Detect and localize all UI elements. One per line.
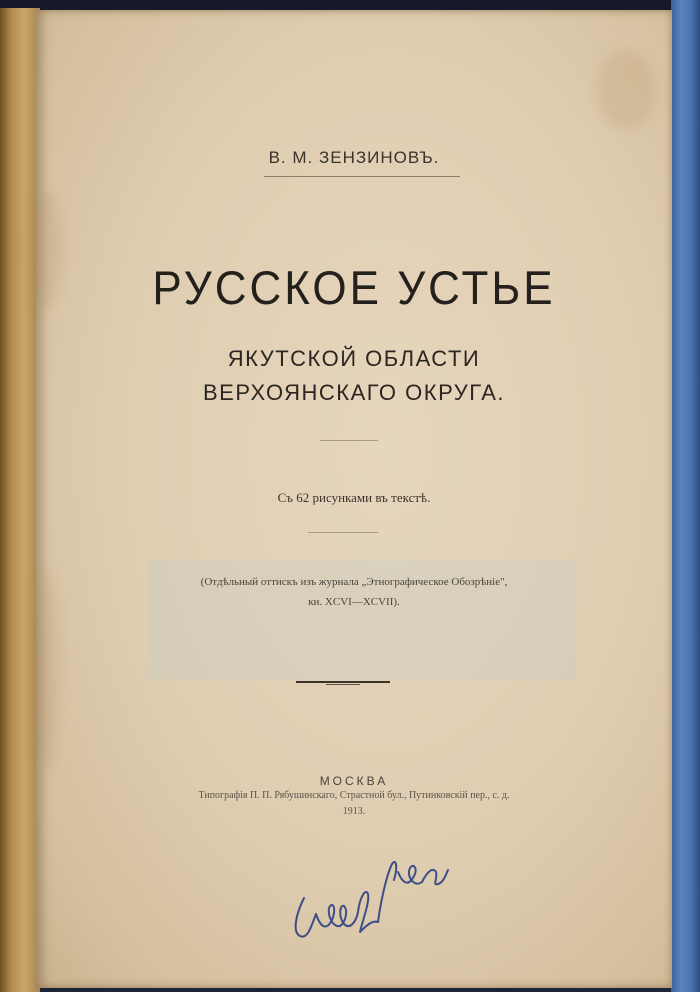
printer-imprint: Типографія П. П. Рябушинскаго, Страстной бул., Путинковскій пер., с. д.: [198, 790, 510, 801]
publication-city: МОСКВА: [319, 774, 389, 788]
title-page: [36, 10, 672, 988]
illustrations-note: Съ 62 рисунками въ текстѣ.: [277, 490, 431, 505]
divider-rule: [320, 440, 378, 441]
offprint-note-line-2: кн. XCVI—XCVII).: [308, 596, 400, 608]
book-title: РУССКОЕ УСТЬЕ: [152, 262, 556, 315]
divider-rule: [308, 532, 378, 533]
subtitle-line-1: ЯКУТСКОЙ ОБЛАСТИ: [227, 346, 481, 371]
page-gutter: [0, 8, 40, 992]
blue-binding-edge: [671, 0, 700, 992]
ornamental-rule: [296, 681, 390, 686]
author-name: В. М. ЗЕНЗИНОВЪ.: [268, 148, 440, 167]
handwritten-inscription: [286, 836, 456, 946]
publication-year: 1913.: [342, 806, 366, 817]
paper-stain: [596, 50, 656, 130]
author-underline: [264, 176, 460, 177]
offprint-note-line-1: (Отдѣльный оттискъ изъ журнала „Этнографическое Обозрѣніе",: [200, 576, 508, 588]
subtitle-line-2: ВЕРХОЯНСКАГО ОКРУГА.: [203, 380, 505, 405]
